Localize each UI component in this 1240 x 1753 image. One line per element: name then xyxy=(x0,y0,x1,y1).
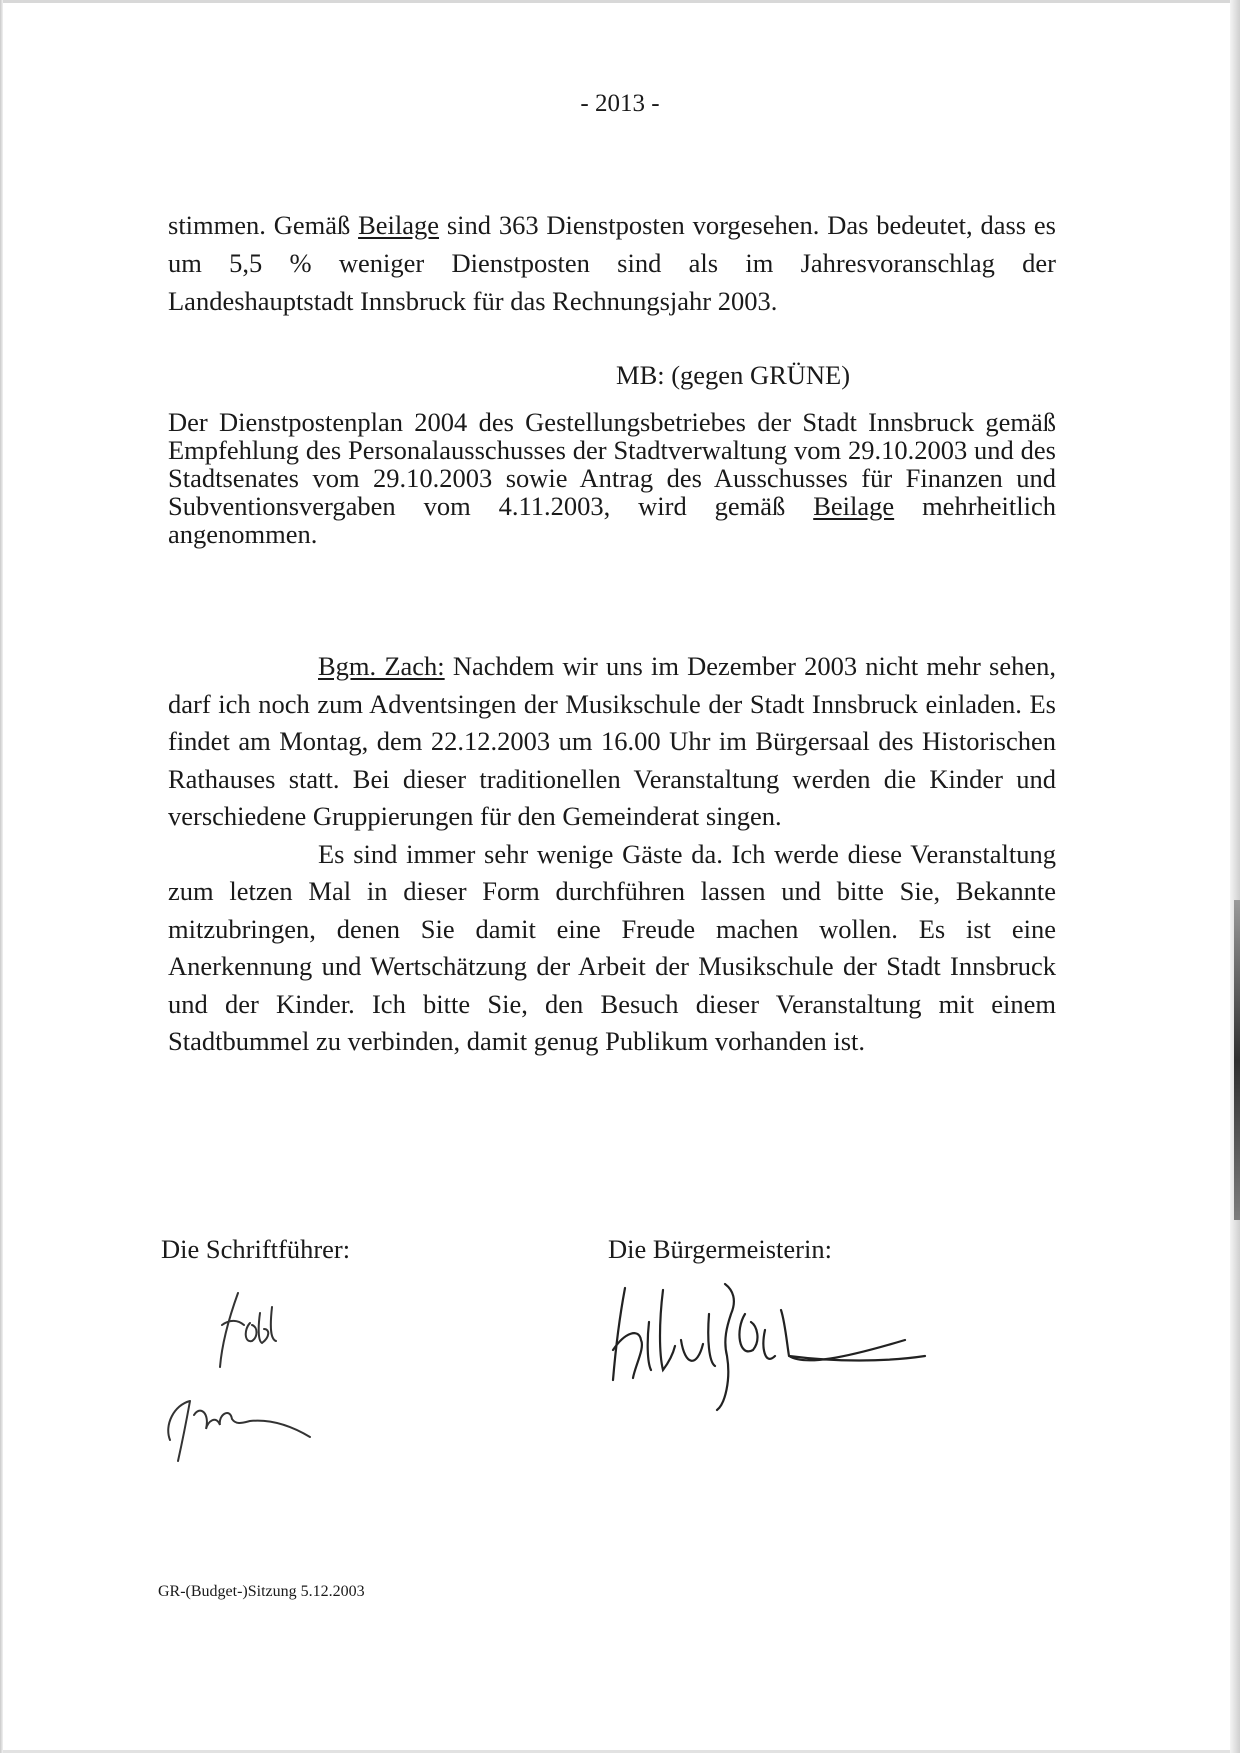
paragraph-text-start: stimmen. Gemäß xyxy=(168,210,359,240)
scan-shadow-right xyxy=(1234,900,1240,1220)
speech-block xyxy=(168,648,1056,1061)
beilage-reference: Beilage xyxy=(813,491,895,521)
resolution-text-start: Der Dienstpostenplan 2004 des Gestellungsbetriebes der Stadt Innsbruck gemäß Empfehlung des Personalausschusses der Stadtverwaltung vom 29.10.2003 und des Stadtsenates vom 29.10.2003 sowie Antrag des Ausschusses für Finanzen und Subventionsvergaben vom 4.11.2003, wird gemäß xyxy=(168,407,1056,521)
scan-edge-top xyxy=(0,0,1240,3)
scan-edge-right xyxy=(1230,0,1240,1753)
beilage-reference: Beilage xyxy=(358,210,439,240)
page-number: - 2013 - xyxy=(580,90,660,117)
speaker-name: Bgm. Zach: xyxy=(318,651,445,681)
paragraph-continuation xyxy=(168,206,1056,320)
footer-session-reference: GR-(Budget-)Sitzung 5.12.2003 xyxy=(158,1583,365,1600)
mayor-label: Die Bürgermeisterin: xyxy=(608,1234,832,1264)
speech-paragraph-1 xyxy=(168,648,1056,836)
scan-edge-left xyxy=(0,0,3,1753)
secretary-signature-2 xyxy=(160,1385,360,1465)
secretaries-label: Die Schriftführer: xyxy=(161,1234,351,1264)
speech-text-1: Nachdem wir uns im Dezember 2003 nicht mehr sehen, darf ich noch zum Adventsingen der Musikschule der Stadt Innsbruck einladen. Es findet am Montag, dem 22.12.2003 um 16.00 Uhr im Bürgersaal des Historischen Rathauses statt. Bei dieser traditionellen Veranstaltung werden die Kinder und verschiedene Gruppierungen für den Gemeinderat singen. xyxy=(168,651,1056,831)
paragraph-text-end: sind 363 Dienstposten vorgesehen. Das bedeutet, dass es um 5,5 % weniger Dienstposten sind als im Jahresvoranschlag der Landeshauptstadt Innsbruck für das Rechnungsjahr 2003. xyxy=(168,210,1056,316)
secretary-signature-1 xyxy=(200,1285,310,1380)
speech-paragraph-2: Es sind immer sehr wenige Gäste da. Ich werde diese Veranstaltung zum letzen Mal in dieser Form durchführen lassen und bitte Sie, Bekannte mitzubringen, denen Sie damit eine Freude machen wollen. Es ist eine Anerkennung und Wertschätzung der Arbeit der Musikschule der Stadt Innsbruck und der Kinder. Ich bitte Sie, den Besuch dieser Veranstaltung mit einem Stadtbummel zu verbinden, damit genug Publikum vorhanden ist. xyxy=(168,838,1056,1056)
mayor-signature xyxy=(605,1270,1025,1420)
resolution-text xyxy=(168,408,1056,548)
resolution-text-end: mehrheitlich angenommen. xyxy=(168,491,1056,549)
mb-note: MB: (gegen GRÜNE) xyxy=(616,360,851,390)
